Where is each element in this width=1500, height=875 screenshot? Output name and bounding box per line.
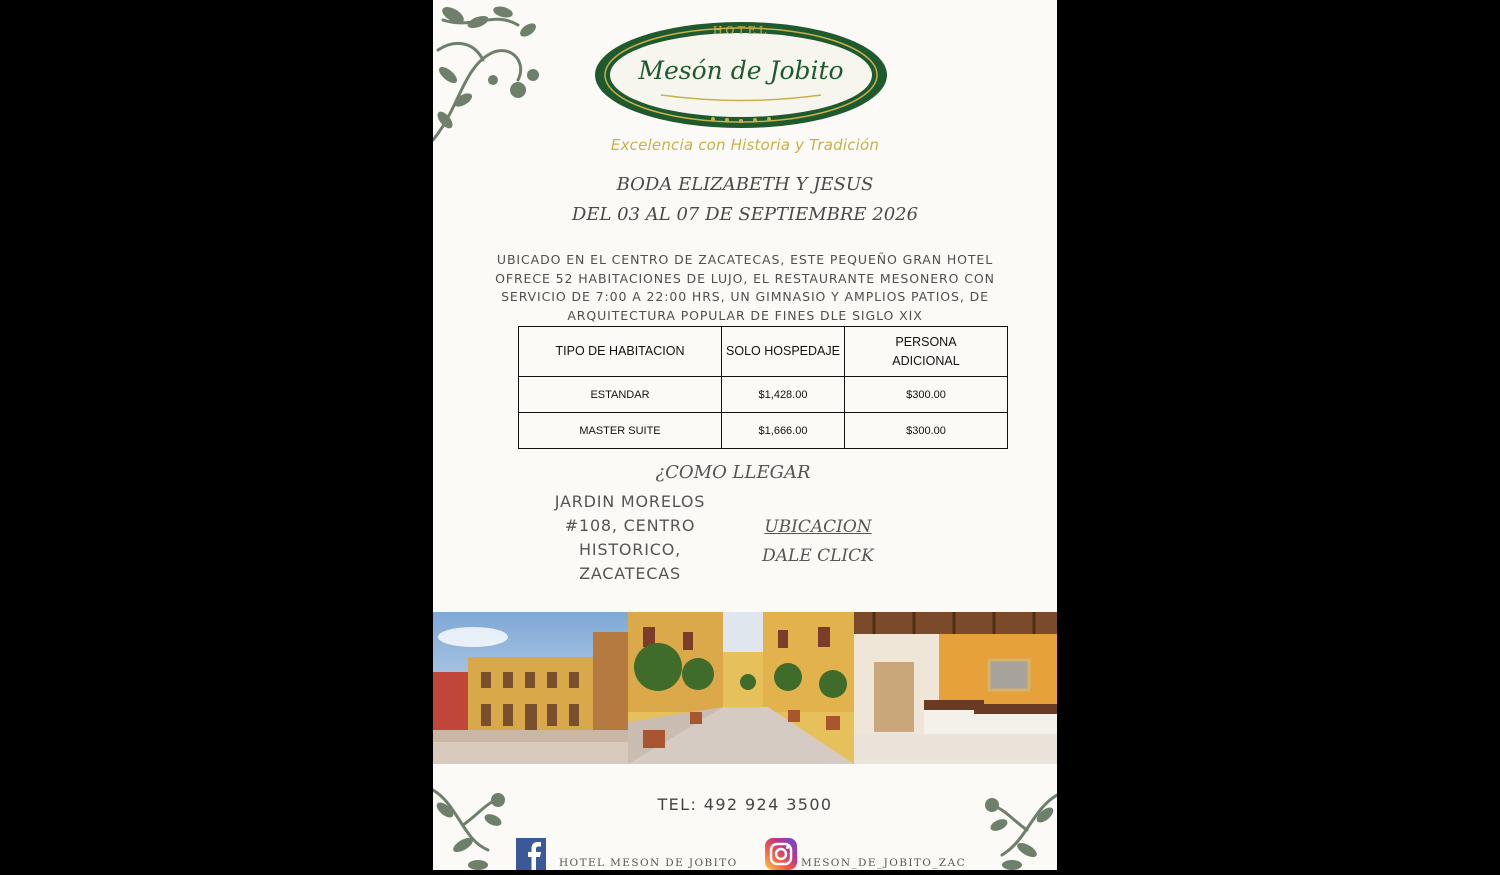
table-cell: MASTER SUITE — [519, 413, 722, 449]
table-cell: $300.00 — [845, 377, 1008, 413]
event-dates: DEL 03 AL 07 DE SEPTIEMBRE 2026 — [571, 204, 919, 225]
location-link[interactable]: UBICACION — [764, 517, 872, 537]
hotel-facade-photo — [433, 612, 628, 764]
event-title: BODA ELIZABETH Y JESUS — [616, 174, 874, 195]
instagram-icon[interactable] — [765, 838, 797, 870]
floral-ornament-bottom-left — [433, 770, 518, 870]
address-line: JARDIN MORELOS — [554, 492, 706, 511]
table-row — [519, 413, 1008, 449]
hotel-tagline: Excelencia con Historia y Tradición — [610, 136, 880, 154]
hotel-logo — [591, 18, 891, 133]
address-line: ZACATECAS — [579, 564, 681, 583]
hotel-room-photo — [854, 612, 1057, 764]
photo-strip — [433, 612, 1057, 764]
address-line: #108, CENTRO — [564, 516, 696, 535]
logo-top-text: HOTEL — [712, 24, 770, 37]
floral-ornament-top-left — [433, 0, 548, 150]
table-cell: $1,428.00 — [722, 377, 845, 413]
rates-table — [518, 326, 1008, 449]
table-cell: $300.00 — [845, 413, 1008, 449]
table-header-row — [519, 327, 1008, 377]
phone-number: TEL: 492 924 3500 — [657, 795, 833, 814]
logo-name: Mesón de Jobito — [638, 56, 844, 85]
hotel-description: UBICADO EN EL CENTRO DE ZACATECAS, ESTE PEQUEÑO GRAN HOTEL OFRECE 52 HABITACIONES DE LUJO, EL RESTAURANTE MESONERO CON SERVICIO DE 7:00 A 22:00 HRS, UN GIMNASIO Y AMPLIOS PATIOS, DE ARQUITECTURA POPULAR DE FINES DLE SIGLO XIX — [495, 252, 995, 323]
column-header: PERSONA ADICIONAL — [845, 327, 1008, 377]
flyer-page — [433, 0, 1057, 870]
hotel-courtyard-photo — [628, 612, 854, 764]
table-row — [519, 377, 1008, 413]
floral-ornament-bottom-right — [977, 780, 1057, 870]
hotel-address — [545, 490, 715, 586]
table-cell: ESTANDAR — [519, 377, 722, 413]
column-header: TIPO DE HABITACION — [519, 327, 722, 377]
column-header: SOLO HOSPEDAJE — [722, 327, 845, 377]
facebook-label[interactable]: HOTEL MESON DE JOBITO — [559, 857, 738, 869]
facebook-icon[interactable] — [516, 838, 546, 870]
address-line: HISTORICO, — [579, 540, 681, 559]
click-hint-link[interactable]: DALE CLICK — [762, 546, 874, 566]
directions-title: ¿COMO LLEGAR — [655, 462, 811, 483]
table-cell: $1,666.00 — [722, 413, 845, 449]
instagram-label[interactable]: MESON_DE_JOBITO_ZAC — [801, 857, 967, 869]
